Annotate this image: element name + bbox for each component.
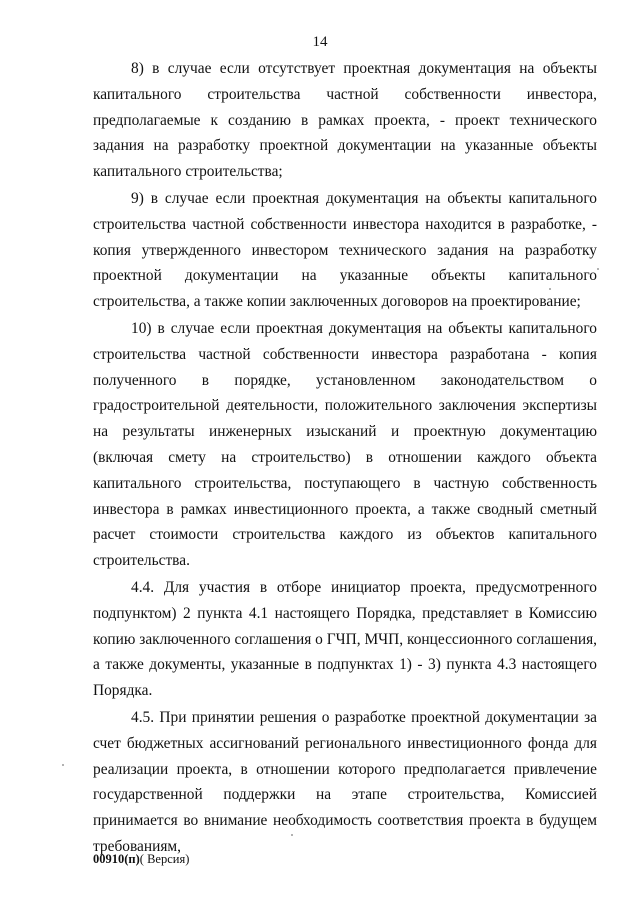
scan-speck	[291, 834, 293, 836]
paragraph-item-8: 8) в случае если отсутствует проектная документация на объекты капитального строительства частной собственности инвестора, предполагаемые к созданию в рамках проекта, - проект технического задания на разработку проектной документации на указанные объекты капитального строительства;	[93, 60, 597, 181]
scan-speck	[549, 288, 551, 290]
paragraph-item-9: 9) в случае если проектная документация на объекты капитального строительства частной собственности инвестора находится в разработке, - копия утвержденного инвестором технического задания на разработку проектной документации на указанные объекты капитального строительства, а также копии заключенных договоров на проектирование;	[93, 189, 597, 311]
scan-speck	[597, 268, 599, 270]
document-version: ( Версия)	[139, 852, 190, 866]
document-code: 00910(п)	[93, 852, 140, 866]
page-footer	[93, 852, 189, 867]
scan-speck	[62, 764, 64, 766]
paragraph-clause-4-4: 4.4. Для участия в отборе инициатор проекта, предусмотренного подпунктом) 2 пункта 4.1 настоящего Порядка, представляет в Комиссию копию заключенного соглашения о ГЧП, МЧП, концессионного соглашения, а также документы, указанные в подпунктах 1) - 3) пункта 4.3 настоящего Порядка.	[93, 578, 597, 700]
page-number: 14	[312, 34, 328, 50]
document-body	[93, 56, 597, 860]
paragraph-item-10: 10) в случае если проектная документация на объекты капитального строительства частной собственности инвестора разработана - копия полученного в порядке, установленном законодательством о градостроительной деятельности, положительного заключения экспертизы на результаты инженерных изысканий и проектную документацию (включая смету на строительство) в отношении каждого объекта капитального строительства, поступающего в частную собственность инвестора в рамках инвестиционного проекта, а также сводный сметный расчет стоимости строительства каждого из объектов капитального строительства.	[93, 319, 597, 570]
paragraph-clause-4-5: 4.5. При принятии решения о разработке проектной документации за счет бюджетных ассигнований регионального инвестиционного фонда для реализации проекта, в отношении которого предполагается привлечение государственной поддержки на этапе строительства, Комиссией принимается во внимание необходимость соответствия проекта в будущем требованиям,	[93, 708, 597, 855]
